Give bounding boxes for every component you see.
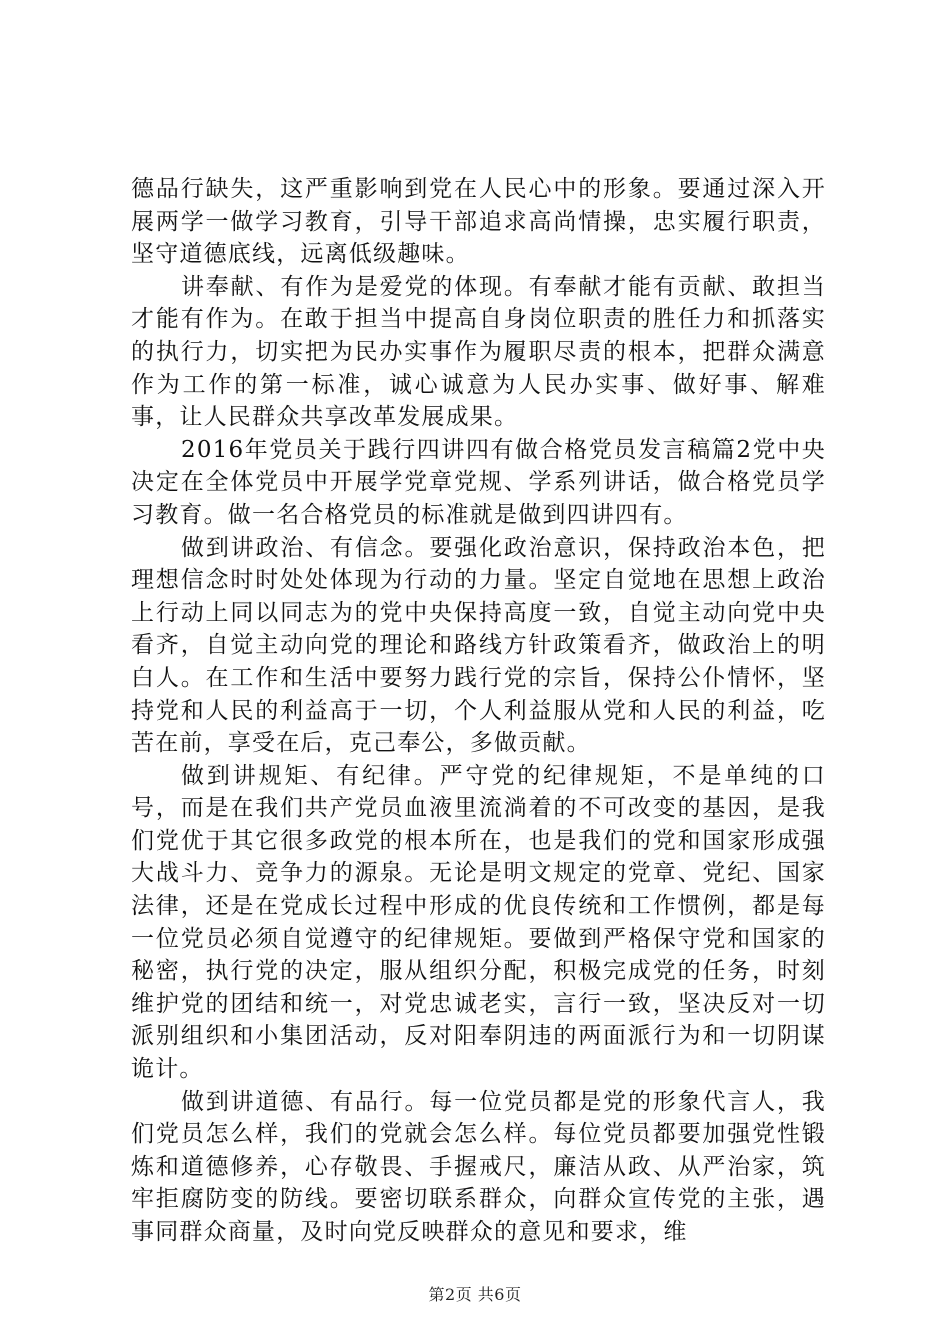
paragraph-speech-title: 2016年党员关于践行四讲四有做合格党员发言稿篇2党中央决定在全体党员中开展学党章党规、学系列讲话，做合格党员学习教育。做一名合格党员的标准就是做到四讲四有。	[131, 436, 826, 528]
paragraph-morality: 做到讲道德、有品行。每一位党员都是党的形象代言人，我们党员怎么样，我们的党就会怎么样。每位党员都要加强党性锻炼和道德修养，心存敬畏、手握戒尺，廉洁从政、从严治家，筑牢拒腐防变的防线。要密切联系群众，向群众宣传党的主张，遇事同群众商量，及时向党反映群众的意见和要求，维	[131, 1088, 826, 1245]
page-footer: 第2页 共6页	[428, 1285, 522, 1304]
paragraph-continuation: 德品行缺失，这严重影响到党在人民心中的形象。要通过深入开展两学一做学习教育，引导干部追求高尚情操，忠实履行职责，坚守道德底线，远离低级趣味。	[131, 176, 826, 268]
paragraph-politics: 做到讲政治、有信念。要强化政治意识，保持政治本色，把理想信念时时处处体现为行动的力量。坚定自觉地在思想上政治上行动上同以同志为的党中央保持高度一致，自觉主动向党中央看齐，自觉主动向党的理论和路线方针政策看齐，做政治上的明白人。在工作和生活中要努力践行党的宗旨，保持公仆情怀，坚持党和人民的利益高于一切，个人利益服从党和人民的利益，吃苦在前，享受在后，克己奉公，多做贡献。	[131, 534, 826, 757]
paragraph-discipline: 做到讲规矩、有纪律。严守党的纪律规矩，不是单纯的口号，而是在我们共产党员血液里流淌着的不可改变的基因，是我们党优于其它很多政党的根本所在，也是我们的党和国家形成强大战斗力、竞争力的源泉。无论是明文规定的党章、党纪、国家法律，还是在党成长过程中形成的优良传统和工作惯例，都是每一位党员必须自觉遵守的纪律规矩。要做到严格保守党和国家的秘密，执行党的决定，服从组织分配，积极完成党的任务，时刻维护党的团结和统一，对党忠诚老实，言行一致，坚决反对一切派别组织和小集团活动，反对阳奉阴违的两面派行为和一切阴谋诡计。	[131, 762, 826, 1083]
document-body	[131, 173, 826, 1249]
paragraph-dedication: 讲奉献、有作为是爱党的体现。有奉献才能有贡献、敢担当才能有作为。在敢于担当中提高自身岗位职责的胜任力和抓落实的执行力，切实把为民办实事作为履职尽责的根本，把群众满意作为工作的第一标准，诚心诚意为人民办实事、做好事、解难事，让人民群众共享改革发展成果。	[131, 273, 826, 431]
